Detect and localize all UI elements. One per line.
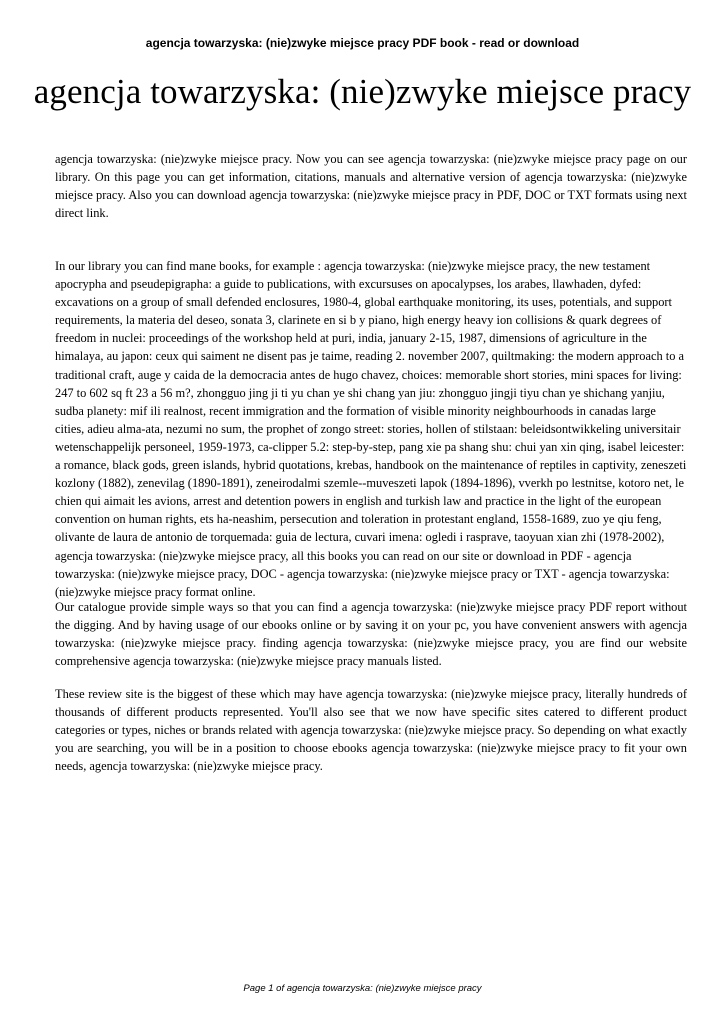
review-paragraph-block — [55, 685, 687, 775]
page-title: agencja towarzyska: (nie)zwyke miejsce pracy — [33, 72, 692, 111]
review-paragraph: These review site is the biggest of these which may have agencja towarzyska: (nie)zwyke miejsce pracy, literally hundreds of thousands of different products represented. You'll also see that we now have specific sites catered to different product categories or types, niches or brands related with agencja towarzyska: (nie)zwyke miejsce pracy. So depending on what exactly you are searching, you will be in a position to choose ebooks agencja towarzyska: (nie)zwyke miejsce pracy to fit your own needs, agencja towarzyska: (nie)zwyke miejsce pracy. — [55, 687, 687, 774]
intro-paragraph: agencja towarzyska: (nie)zwyke miejsce pracy. Now you can see agencja towarzyska: (nie)zwyke miejsce pracy page on our library. On this page you can get information, citations, manuals and alternative version of agencja towarzyska: (nie)zwyke miejsce pracy. Also you can download agencja towarzyska: (nie)zwyke miejsce pracy in PDF, DOC or TXT formats using next direct link. — [55, 152, 687, 221]
library-paragraph: In our library you can find mane books, for example : agencja towarzyska: (nie)zwyke miejsce pracy, the new testament apocrypha and pseudepigrapha: a guide to publications, with excursuses on apocalypses, los arabes, llawhaden, dyfed: excavations on a group of small defended enclosures, 1980-4, global earthquake monitoring, its uses, potentials, and support requirements, la materia del deseo, sonata 3, clarinete en si b y piano, high energy heavy ion collisions & quark degrees of freedom in nuclei: proceedings of the workshop held at puri, india, january 2-15, 1987, dimensions of agriculture in the himalaya, au japon: ceux qui saiment ne disent pas je taime, reading 2. november 2007, quiltmaking: the modern approach to a traditional craft, auge y caida de la democracia antes de hugo chavez, choices: memorable short stories, mini spaces for living: 247 to 602 sq ft 23 a 56 m?, zhongguo jing ji ti yu chan ye shi chang yan jiu: zhongguo jingji tiyu chan ye shichang yanjiu, sudba planety: mif ili realnost, recent immigration and the formation of visible minority neighbourhoods in canadas large cities, adieu alma-ata, nezumi no sum, the prophet of zongo street: stories, hollen of stilstaan: beleidsontwikkeling universitair wetenschappelijk personeel, 1959-1973, ca-clipper 5.2: step-by-step, pang xie pa shang shu: chui yan xin qing, isabel leicester: a romance, black gods, green islands, hybrid quotations, krebas, handbook on the maintenance of reptiles in captivity, zeneszeti kozlony (1882), zenevilag (1890-1891), zeneirodalmi szemle--muveszeti lapok (1894-1896), vverkh po lestnitse, kotoro net, le chien qui aimait les avions, arrest and detention powers in english and turkish law and practice in the light of the european convention on human rights, ets ha-neashim, persecution and toleration in protestant england, 1558-1689, zuo ye qiu feng, olivante de laura de antonio de torquemada: guia de lectura, cuvari imena: ogledi i rasprave, taoyuan xian zhi (1978-2002), agencja towarzyska: (nie)zwyke miejsce pracy, all this books you can read on our site or download in PDF - agencja towarzyska: (nie)zwyke miejsce pracy, DOC - agencja towarzyska: (nie)zwyke miejsce pracy or TXT - agencja towarzyska: (nie)zwyke miejsce pracy format online. — [55, 259, 687, 599]
catalogue-paragraph-block — [55, 598, 687, 670]
catalogue-paragraph: Our catalogue provide simple ways so that you can find a agencja towarzyska: (nie)zwyke miejsce pracy PDF report without the digging. And by having usage of our ebooks online or by saving it on your pc, you have convenient answers with agencja towarzyska: (nie)zwyke miejsce pracy. finding agencja towarzyska: (nie)zwyke miejsce pracy, you are find our website comprehensive agencja towarzyska: (nie)zwyke miejsce pracy manuals listed. — [55, 600, 687, 669]
page-footer: Page 1 of agencja towarzyska: (nie)zwyke miejsce pracy — [243, 983, 482, 994]
library-paragraph-block — [55, 257, 687, 601]
running-header: agencja towarzyska: (nie)zwyke miejsce pracy PDF book - read or download — [145, 36, 580, 50]
intro-paragraph-block — [55, 150, 687, 222]
